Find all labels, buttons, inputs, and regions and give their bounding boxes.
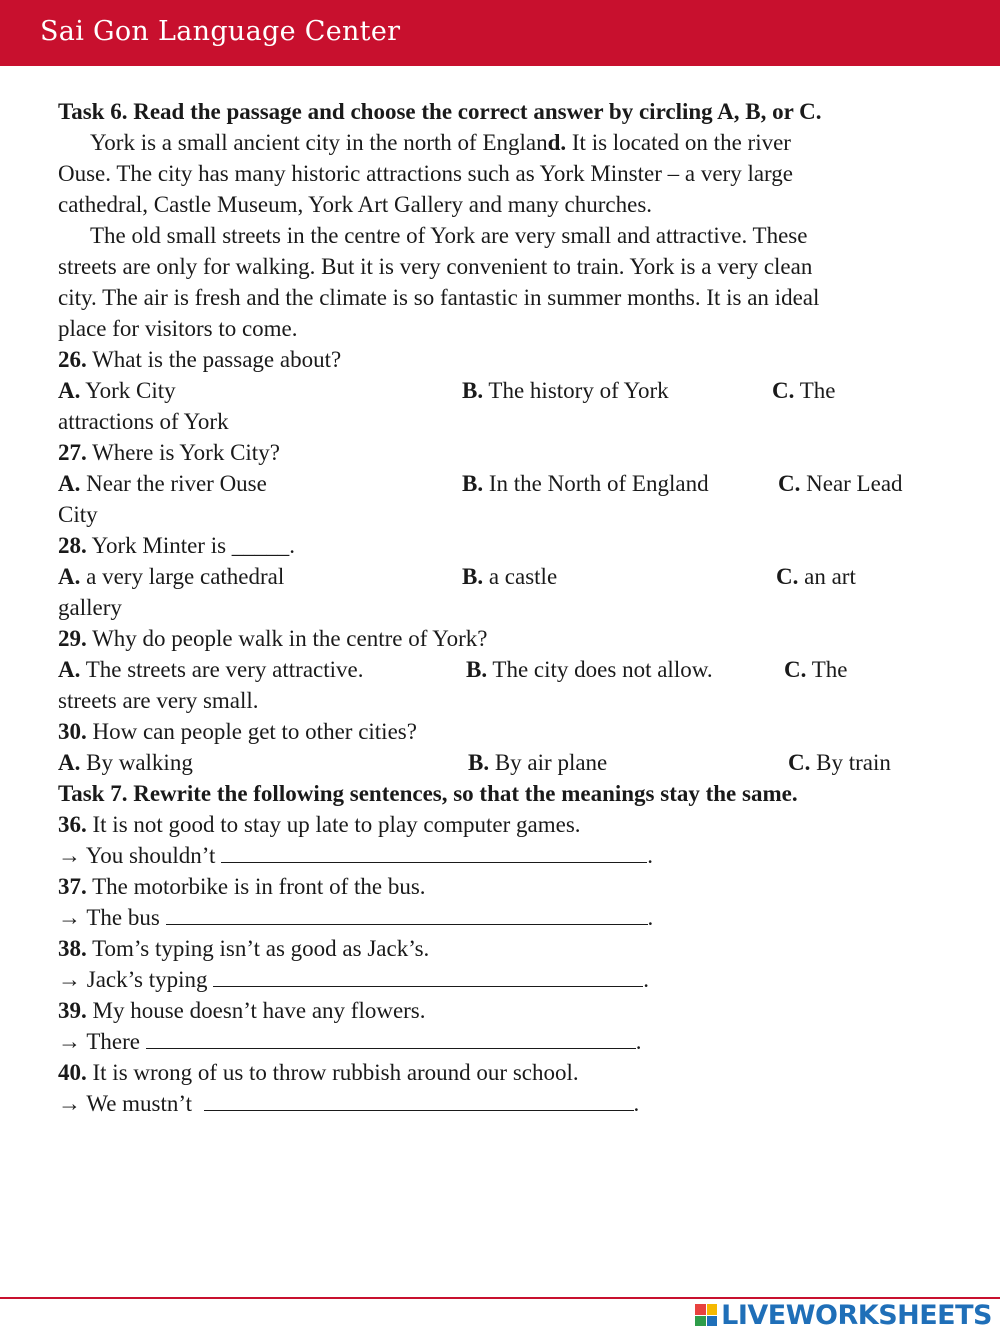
sentence-40: 40. It is wrong of us to throw rubbish around our school. (58, 1060, 579, 1085)
sentence-39: 39. My house doesn’t have any flowers. (58, 998, 426, 1023)
logo-square (695, 1316, 706, 1327)
option-wrap: gallery (58, 595, 122, 620)
option-b[interactable]: B. The history of York (462, 378, 669, 403)
option-a[interactable]: A. York City (58, 378, 176, 403)
rewrite-37: → The bus . (58, 902, 938, 933)
option-a[interactable]: A. Near the river Ouse (58, 471, 267, 496)
logo-squares-icon (695, 1304, 717, 1326)
option-c[interactable]: C. The (772, 378, 836, 403)
answer-blank[interactable] (204, 1088, 634, 1111)
sentence-36: 36. It is not good to stay up late to play computer games. (58, 812, 581, 837)
liveworksheets-logo (695, 1300, 992, 1330)
option-a[interactable]: A. By walking (58, 750, 193, 775)
rewrite-39: → There . (58, 1026, 938, 1057)
logo-text: LIVEWORKSHEETS (721, 1299, 992, 1331)
passage-line: city. The air is fresh and the climate is so fantastic in summer months. It is an ideal (58, 285, 820, 310)
sentence-38: 38. Tom’s typing isn’t as good as Jack’s. (58, 936, 430, 961)
task7-heading: Task 7. Rewrite the following sentences, so that the meanings stay the same. (58, 781, 798, 806)
passage-line: Ouse. The city has many historic attractions such as York Minster – a very large (58, 161, 794, 186)
sentence-37: 37. The motorbike is in front of the bus. (58, 874, 426, 899)
rewrite-36: → You shouldn’t . (58, 840, 938, 871)
options-29 (58, 654, 938, 685)
option-a[interactable]: A. The streets are very attractive. (58, 657, 364, 682)
option-wrap: City (58, 502, 98, 527)
question-26: 26. What is the passage about? (58, 347, 342, 372)
options-28 (58, 561, 938, 592)
option-b[interactable]: B. In the North of England (462, 471, 709, 496)
passage-line: The old small streets in the centre of York are very small and attractive. These (90, 223, 808, 248)
option-wrap: streets are very small. (58, 688, 259, 713)
logo-square (707, 1316, 718, 1327)
worksheet-content (58, 96, 938, 1119)
option-b[interactable]: B. a castle (462, 564, 558, 589)
rewrite-40: → We mustn’t . (58, 1088, 938, 1119)
option-wrap: attractions of York (58, 409, 229, 434)
logo-square (707, 1304, 718, 1315)
option-c[interactable]: C. Near Lead (778, 471, 903, 496)
options-30 (58, 747, 938, 778)
center-title: Sai Gon Language Center (40, 16, 401, 47)
rewrite-38: → Jack’s typing . (58, 964, 938, 995)
question-28: 28. York Minter is _____. (58, 533, 296, 558)
question-29: 29. Why do people walk in the centre of York? (58, 626, 488, 651)
task6-heading: Task 6. Read the passage and choose the correct answer by circling A, B, or C. (58, 99, 822, 124)
answer-blank[interactable] (166, 902, 648, 925)
question-27: 27. Where is York City? (58, 440, 280, 465)
options-26 (58, 375, 938, 406)
logo-square (695, 1304, 706, 1315)
passage-line: York is a small ancient city in the north of England. It is located on the river (90, 130, 791, 155)
option-b[interactable]: B. The city does not allow. (466, 657, 713, 682)
passage-line: cathedral, Castle Museum, York Art Gallery and many churches. (58, 192, 653, 217)
answer-blank[interactable] (146, 1026, 636, 1049)
passage-line: place for visitors to come. (58, 316, 298, 341)
header-bar (0, 0, 1000, 66)
option-b[interactable]: B. By air plane (468, 750, 608, 775)
answer-blank[interactable] (213, 964, 643, 987)
passage-line: streets are only for walking. But it is very convenient to train. York is a very clean (58, 254, 813, 279)
option-c[interactable]: C. an art (776, 564, 856, 589)
question-30: 30. How can people get to other cities? (58, 719, 417, 744)
options-27 (58, 468, 938, 499)
option-c[interactable]: C. The (784, 657, 848, 682)
answer-blank[interactable] (221, 840, 647, 863)
option-c[interactable]: C. By train (788, 750, 891, 775)
option-a[interactable]: A. a very large cathedral (58, 564, 285, 589)
